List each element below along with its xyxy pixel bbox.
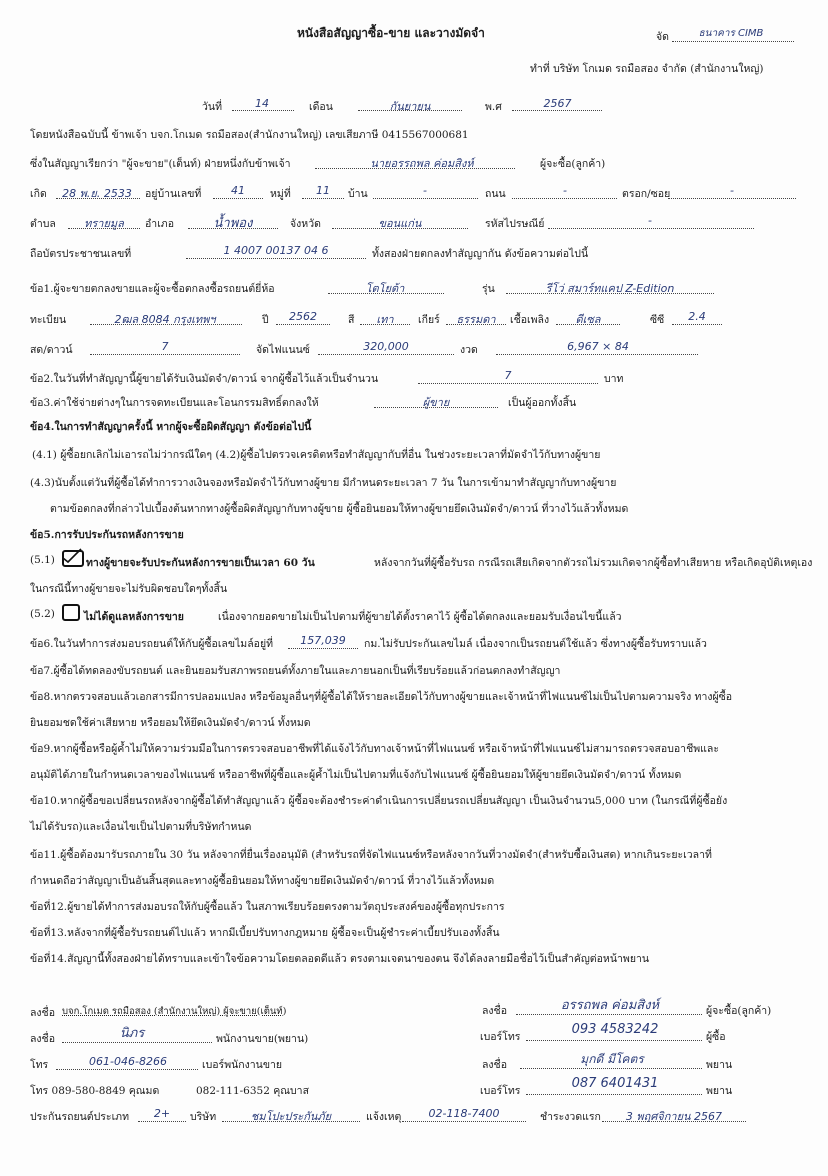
option-5-1-bold: ทางผู้ขายจะรับประกันหลังการขายเป็นเวลา 60 วัน [86, 557, 315, 569]
buyer-signature: อรรถพล ค่อมสิงห์ [560, 998, 660, 1013]
insurance-claim-label: แจ้งเหตุ [366, 1111, 402, 1123]
intro-line: โดยหนังสือฉบับนี้ ข้าพเจ้า บจก.โกเมด รถมือสอง(สำนักงานใหญ่) เลขเสียภาษี 0415567000681 [30, 129, 469, 141]
year-label: พ.ศ [485, 101, 502, 113]
soi-value: - [730, 184, 734, 197]
first-payment-value: 3 พฤศจิกายน 2567 [625, 1110, 723, 1123]
cc-label: ซีซี [650, 314, 665, 326]
insurance-type-value: 2+ [153, 1107, 171, 1120]
gear-label: เกียร์ [418, 314, 440, 326]
moo-value: 11 [316, 184, 330, 197]
clause4-line1: (4.1) ผู้ซื้อยกเลิกไม่เอารถไม่ว่ากรณีใดๆ (4.2)ผู้ซื้อไปตรวจเครดิตหรือทำสัญญากับที่อื่น ในช่วงระยะเวลาที่มัดจำไว้กับทางผู้ขาย [32, 449, 601, 461]
model-label: รุ่น [482, 283, 495, 295]
witness-sign-label: ลงชื่อ [482, 1059, 507, 1071]
idcard-label: ถือบัตรประชาชนเลขที่ [30, 248, 132, 260]
day-label: วันที่ [202, 101, 222, 113]
birth-label: เกิด [30, 188, 47, 200]
witness-phone-value: 087 6401431 [571, 1076, 659, 1091]
fuel-label: เชื้อเพลิง [510, 314, 550, 326]
clause9-line1: ข้อ9.หากผู้ซื้อหรือผู้ค้ำไม่ให้ความร่วมมือในการตรวจสอบอาชีพที่ได้แจ้งไว้กับทางเจ้าหน้าที่ไฟแนนซ์ หรือเจ้าหน้าที่ไฟแนนซ์ไม่สามารถตรวจสอบอาชีพและ [30, 743, 719, 755]
house-value: 41 [231, 184, 245, 197]
tambon-value: ทรายมูล [84, 217, 124, 230]
clause14-text: ข้อที่14.สัญญานี้ทั้งสองฝ่ายได้ทราบและเข้าใจข้อความโดยตลอดดีแล้ว ตรงตามเจตนาของตน จึงได้ลงลายมือชื่อไว้เป็นสำคัญต่อหน้าพยาน [30, 953, 650, 965]
written-at-label: จัด [656, 31, 669, 43]
birth-value: 28 พ.ย. 2533 [62, 187, 132, 200]
clause3-suffix: เป็นผู้ออกทั้งสิ้น [508, 397, 577, 409]
clause4-heading: ข้อ4.ในการทำสัญญาครั้งนี้ หากผู้จะซื้อผิดสัญญา ดังข้อต่อไปนี้ [30, 421, 312, 433]
clause4-line2: (4.3)นับตั้งแต่วันที่ผู้ซื้อได้ทำการวางเงินจองหรือมัดจำไว้กับทางผู้ขาย มีกำหนดระยะเวลา 7 วัน ในการเข้ามาทำสัญญากับทางผู้ขาย [30, 477, 617, 489]
car-cc: 2.4 [688, 310, 706, 323]
check-mark-icon [60, 546, 84, 566]
seller-sign-value: บจก.โกเมด รถมือสอง (สำนักงานใหญ่) ผู้จะขาย(เต็นท์) [62, 1006, 287, 1017]
soi-label: ตรอก/ซอย [622, 188, 671, 200]
clause2-value: 7 [504, 369, 512, 382]
clause1-label: ข้อ1.ผู้จะขายตกลงขายและผู้จะซื้อตกลงซื้อรถยนต์ยี่ห้อ [30, 283, 275, 295]
sales-tel-label: โทร [30, 1059, 49, 1071]
car-fuel: ดีเซล [575, 313, 601, 326]
clause2-suffix: บาท [604, 373, 624, 385]
province-value: ขอนแก่น [378, 217, 422, 230]
zip-label: รหัสไปรษณีย์ [485, 218, 545, 230]
clause2-text: ข้อ2.ในวันที่ทำสัญญานี้ผู้ขายได้รับเงินมัดจำ/ดาวน์ จากผู้ซื้อไว้แล้วเป็นจำนวน [30, 373, 379, 385]
option-5-2-number: (5.2) [30, 608, 55, 620]
clause6-suffix: กม.ไม่รับประกันเลขไมล์ เนื่องจากเป็นรถยนต์ใช้แล้ว ซึ่งทางผู้ซื้อรับทราบแล้ว [364, 638, 707, 650]
installment-value: 6,967 × 84 [567, 340, 629, 353]
witness-phone-suffix: พยาน [706, 1085, 733, 1097]
house-label: อยู่บ้านเลขที่ [145, 188, 202, 200]
place-line: ทำที่ บริษัท โกเมด รถมือสอง จำกัด (สำนักงานใหญ่) [530, 63, 764, 75]
color-label: สี [348, 314, 355, 326]
option-5-1-number: (5.1) [30, 554, 55, 566]
installment-label: งวด [460, 344, 478, 356]
road-label: ถนน [485, 188, 506, 200]
witness-sign-suffix: พยาน [706, 1059, 733, 1071]
province-label: จังหวัด [290, 218, 321, 230]
sales-tel-value: 061-046-8266 [89, 1055, 167, 1068]
clause3-text: ข้อ3.ค่าใช้จ่ายต่างๆในการจดทะเบียนและโอนกรรมสิทธิ์ตกลงให้ [30, 397, 319, 409]
buyer-sign-suffix: ผู้จะซื้อ(ลูกค้า) [706, 1005, 772, 1017]
insurance-claim-value: 02-118-7400 [428, 1107, 500, 1120]
witness-phone-label: เบอร์โทร [480, 1085, 521, 1097]
seller-sign-label: ลงชื่อ [30, 1007, 55, 1019]
clause10-line2: ไม่ได้รับรถ)และเงื่อนไขเป็นไปตามที่บริษัทกำหนด [30, 821, 252, 833]
amphoe-label: อำเภอ [145, 218, 175, 230]
buyer-suffix: ผู้จะซื้อ(ลูกค้า) [540, 158, 606, 170]
sales-sign-label: ลงชื่อ [30, 1033, 55, 1045]
buyer-phone-suffix: ผู้ซื้อ [706, 1031, 726, 1043]
contact-bas: 082-111-6352 คุณบาส [196, 1085, 309, 1097]
option-5-1-line2: ในกรณีนี้ทางผู้ขายจะไม่รับผิดชอบใดๆทั้งสิ้น [30, 583, 228, 595]
clause8-line2: ยินยอมชดใช้ค่าเสียหาย หรือยอมให้ยึดเงินมัดจำ/ดาวน์ ทั้งหมด [30, 717, 311, 729]
mileage-value: 157,039 [300, 634, 346, 647]
car-brand: โตโยต้า [365, 282, 405, 295]
option-5-2-bold: ไม่ได้ดูแลหลังการขาย [84, 611, 184, 623]
road-value: - [563, 184, 567, 197]
sales-sign-suffix: พนักงานขาย(พยาน) [216, 1033, 309, 1045]
tambon-label: ตำบล [30, 218, 56, 230]
witness-signature: มุกดี มีโคตร [580, 1052, 644, 1066]
car-gear: ธรรมดา [456, 313, 496, 326]
down-label: สด/ดาวน์ [30, 344, 73, 356]
insurance-company-label: บริษัท [190, 1111, 217, 1123]
zip-value: - [648, 214, 652, 227]
car-year: 2562 [289, 310, 317, 323]
idcard-value: 1 4007 00137 04 6 [223, 244, 329, 257]
year-value: 2567 [543, 97, 572, 110]
empty-checkbox-icon[interactable] [62, 604, 80, 621]
clause9-line2: อนุมัติได้ภายในกำหนดเวลาของไฟแนนซ์ หรืออาชีพที่ผู้ซื้อและผู้ค้ำไม่เป็นไปตามที่แจ้งกับไฟแนนซ์ ผู้ซื้อยินยอมให้ผู้ขายยึดเงินมัดจำ/ดาวน์ ทั้งหมด [30, 769, 682, 781]
clause11-line2: กำหนดถือว่าสัญญาเป็นอันสิ้นสุดและทางผู้ซื้อยินยอมให้ทางผู้ขายยึดเงินมัดจำ/ดาวน์ ที่วางไว้แล้วทั้งหมด [30, 875, 495, 887]
finance-label: จัดไฟแนนซ์ [256, 344, 310, 356]
clause11-line1: ข้อ11.ผู้ซื้อต้องมารับรถภายใน 30 วัน หลังจากที่ยื่นเรื่องอนุมัติ (สำหรับรถที่จัดไฟแนนซ์หรือหลังจากวันที่วางมัดจำ(สำหรับซื้อเงินสด) หากเกินระยะเวลาที่ [30, 849, 712, 861]
insurance-type-label: ประกันรถยนต์ประเภท [30, 1111, 130, 1123]
clause13-text: ข้อที่13.หลังจากที่ผู้ซื้อรับรถยนต์ไปแล้ว หากมีเบี้ยปรับทางกฎหมาย ผู้ซื้อจะเป็นผู้ชำระค่าเบี้ยปรับเองทั้งสิ้น [30, 927, 500, 939]
written-at-value: ธนาคาร CIMB [698, 28, 764, 39]
clause12-text: ข้อที่12.ผู้ขายได้ทำการส่งมอบรถให้กับผู้ซื้อแล้ว ในสภาพเรียบร้อยตรงตามวัตถุประสงค์ของผู้ซื้อทุกประการ [30, 901, 505, 913]
first-payment-label: ชำระงวดแรก [540, 1111, 601, 1123]
month-label: เดือน [309, 101, 333, 113]
idcard-suffix: ทั้งสองฝ่ายตกลงทำสัญญากัน ดังข้อความต่อไปนี้ [372, 248, 589, 260]
sales-signature: นิภร [119, 1026, 145, 1041]
car-model: รีโว่ สมาร์ทแคป Z-Edition [545, 282, 675, 295]
month-value: กันยายน [389, 100, 431, 113]
sales-tel-suffix: เบอร์พนักงานขาย [202, 1059, 283, 1071]
day-value: 14 [255, 97, 269, 110]
option-5-2-rest: เนื่องจากยอดขายไม่เป็นไปตามที่ผู้ขายได้ตั้งราคาไว้ ผู้ซื้อได้ตกลงและยอมรับเงื่อนไขนี้แล้ว [218, 611, 622, 623]
amphoe-value: น้ำพอง [213, 216, 253, 231]
clause3-value: ผู้ขาย [422, 396, 450, 409]
plate-value: 2ฒล 8084 กรุงเทพฯ [114, 313, 216, 326]
clause5-heading: ข้อ5.การรับประกันรถหลังการขาย [30, 529, 184, 541]
moo-label: หมู่ที่ [270, 188, 291, 200]
buyer-phone-value: 093 4583242 [571, 1022, 659, 1037]
option-5-1-rest: หลังจากวันที่ผู้ซื้อรับรถ กรณีรถเสียเกิดจากตัวรถไม่รวมเกิดจากผู้ซื้อทำเสียหาย หรือเกิดอุบัติเหตุเอง [374, 557, 813, 569]
buyer-intro-label: ซึ่งในสัญญาเรียกว่า "ผู้จะขาย"(เต็นท์) ฝ่ายหนึ่งกับข้าพเจ้า [30, 158, 291, 170]
clause6-text: ข้อ6.ในวันทำการส่งมอบรถยนต์ให้กับผู้ซื้อเลขไมล์อยู่ที่ [30, 638, 274, 650]
insurance-company-value: ชมโปะประกันภัย [250, 1110, 332, 1123]
year-model-label: ปี [262, 314, 269, 326]
buyer-name: นายอรรถพล ค่อมสิงห์ [370, 157, 474, 170]
car-color: เทา [376, 313, 394, 326]
village-label: บ้าน [348, 188, 368, 200]
buyer-phone-label: เบอร์โทร [480, 1031, 521, 1043]
buyer-sign-label: ลงชื่อ [482, 1005, 507, 1017]
clause4-line3: ตามข้อตกลงที่กล่าวไปเบื้องต้นหากทางผู้ซื้อผิดสัญญากับทางผู้ขาย ผู้ซื้อยินยอมให้ทางผู้ขายยึดเงินมัดจำ/ดาวน์ ที่วางไว้แล้วทั้งหมด [50, 503, 629, 515]
clause10-line1: ข้อ10.หากผู้ซื้อขอเปลี่ยนรถหลังจากผู้ซื้อได้ทำสัญญาแล้ว ผู้ซื้อจะต้องชำระค่าดำเนินการเปลี่ยนรถเปลี่ยนสัญญา เป็นเงินจำนวน5,000 บาท (ในกรณีที่ผู้ซื้อยัง [30, 795, 728, 807]
down-value: 7 [161, 340, 169, 353]
village-value: - [423, 184, 427, 197]
clause8-line1: ข้อ8.หากตรวจสอบแล้วเอกสารมีการปลอมแปลง หรือข้อมูลอื่นๆที่ผู้ซื้อได้ให้รายละเอียดไว้กับทางผู้ขายและเจ้าหน้าที่ไฟแนนซ์ไม่เป็นไปตามความจริง ทางผู้ซื้อ [30, 691, 733, 703]
plate-label: ทะเบียน [30, 314, 67, 326]
finance-value: 320,000 [363, 340, 409, 353]
clause7-text: ข้อ7.ผู้ซื้อได้ทดลองขับรถยนต์ และยินยอมรับสภาพรถยนต์ทั้งภายในและภายนอกเป็นที่เรียบร้อยแล้วก่อนตกลงทำสัญญา [30, 665, 561, 677]
contact-mod: โทร 089-580-8849 คุณมด [30, 1085, 160, 1097]
document-title: หนังสือสัญญาซื้อ-ขาย และวางมัดจำ [297, 26, 485, 40]
